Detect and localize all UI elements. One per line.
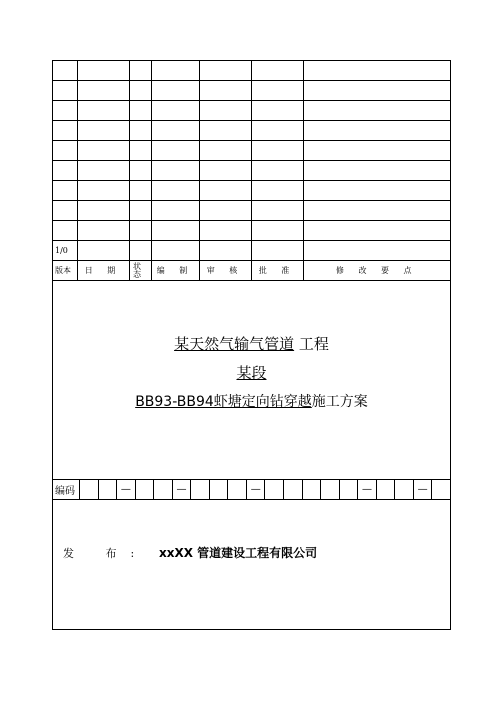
revision-cell xyxy=(199,201,251,221)
revision-cell xyxy=(77,221,129,241)
revision-cell xyxy=(53,61,77,81)
document-title xyxy=(53,333,450,411)
revision-cell xyxy=(151,221,199,241)
revision-row xyxy=(53,181,450,201)
revision-cell xyxy=(53,101,77,121)
revision-header-cell: 版本 xyxy=(53,261,77,281)
title-line-2: 某段 xyxy=(236,364,267,382)
code-cell xyxy=(339,480,358,499)
revision-row xyxy=(53,81,450,101)
revision-cell xyxy=(53,121,77,141)
revision-cell xyxy=(251,161,303,181)
revision-cell xyxy=(151,181,199,201)
code-cell xyxy=(209,480,228,499)
revision-cell xyxy=(199,181,251,201)
revision-cell xyxy=(77,101,129,121)
revision-row xyxy=(53,121,450,141)
revision-cell xyxy=(199,221,251,241)
revision-cell xyxy=(77,181,129,201)
code-cell xyxy=(98,480,117,499)
publish-label xyxy=(63,545,148,561)
plan-name: 施工方案 xyxy=(311,394,368,410)
revision-cell xyxy=(151,61,199,81)
revision-cell xyxy=(303,221,450,241)
code-cell: — xyxy=(357,480,376,499)
revision-cell xyxy=(151,241,199,261)
revision-cell xyxy=(199,121,251,141)
revision-cell xyxy=(251,121,303,141)
revision-cell xyxy=(151,201,199,221)
publish-label-text: 发 布: xyxy=(63,547,149,560)
revision-cell xyxy=(77,81,129,101)
document-frame xyxy=(52,60,451,630)
revision-row xyxy=(53,201,450,221)
revision-cell xyxy=(251,101,303,121)
revision-cell xyxy=(53,141,77,161)
revision-cell xyxy=(151,141,199,161)
code-cell xyxy=(227,480,246,499)
revision-cell xyxy=(129,221,151,241)
revision-cell xyxy=(251,241,303,261)
code-row xyxy=(53,479,450,500)
revision-cell xyxy=(129,161,151,181)
code-cell xyxy=(283,480,302,499)
revision-cell xyxy=(53,201,77,221)
code-cell xyxy=(153,480,172,499)
revision-cell xyxy=(303,81,450,101)
revision-cell xyxy=(151,81,199,101)
revision-cell: 1/0 xyxy=(53,241,77,261)
revision-cell xyxy=(251,201,303,221)
revision-header-cell: 修 改 要 点 xyxy=(303,261,450,281)
revision-cell xyxy=(199,81,251,101)
revision-cell xyxy=(77,201,129,221)
revision-row xyxy=(53,221,450,241)
revision-header-cell: 状态 xyxy=(129,261,151,281)
code-cell: — xyxy=(246,480,265,499)
revision-cell xyxy=(129,81,151,101)
revision-row xyxy=(53,161,450,181)
revision-cell xyxy=(129,101,151,121)
code-cell xyxy=(302,480,321,499)
revision-row xyxy=(53,61,450,81)
code-cell xyxy=(376,480,395,499)
code-cell xyxy=(264,480,283,499)
revision-cell xyxy=(77,61,129,81)
revision-header-cell: 审 核 xyxy=(199,261,251,281)
project-name: 某天然气输气管道 xyxy=(174,335,295,353)
code-cell xyxy=(320,480,339,499)
code-label: 编码 xyxy=(55,486,75,497)
crossing-name: BB93-BB94虾塘定向钻穿越 xyxy=(135,394,312,410)
revision-cell xyxy=(129,141,151,161)
revision-header-cell: 日 期 xyxy=(77,261,129,281)
code-cell: — xyxy=(413,480,432,499)
company-name: xxXX 管道建设工程有限公司 xyxy=(159,546,318,560)
revision-cell xyxy=(53,221,77,241)
revision-cell xyxy=(151,101,199,121)
project-suffix: 工程 xyxy=(294,335,329,353)
revision-cell xyxy=(129,121,151,141)
revision-cell xyxy=(151,121,199,141)
revision-cell xyxy=(199,61,251,81)
revision-row xyxy=(53,241,450,261)
revision-cell xyxy=(251,141,303,161)
revision-cell xyxy=(77,121,129,141)
revision-cell xyxy=(53,181,77,201)
revision-header-cell: 编 制 xyxy=(151,261,199,281)
code-cell xyxy=(79,480,98,499)
revision-cell xyxy=(199,161,251,181)
code-cell xyxy=(190,480,209,499)
revision-row xyxy=(53,141,450,161)
revision-cell xyxy=(199,241,251,261)
revision-cell xyxy=(199,141,251,161)
revision-cell xyxy=(303,101,450,121)
code-cell xyxy=(431,480,450,499)
revision-row xyxy=(53,101,450,121)
revision-cell xyxy=(303,61,450,81)
revision-cell xyxy=(251,221,303,241)
revision-cell xyxy=(251,81,303,101)
revision-cell xyxy=(303,121,450,141)
code-cell xyxy=(394,480,413,499)
revision-cell xyxy=(303,161,450,181)
revision-cell xyxy=(129,241,151,261)
revision-cell xyxy=(199,101,251,121)
revision-header-row xyxy=(53,261,450,281)
revision-cell xyxy=(77,141,129,161)
revision-cell xyxy=(303,181,450,201)
revision-cell xyxy=(53,161,77,181)
revision-cell xyxy=(129,181,151,201)
revision-cell xyxy=(129,61,151,81)
revision-cell xyxy=(251,181,303,201)
code-cell: — xyxy=(172,480,191,499)
revision-cell xyxy=(53,81,77,101)
revision-table xyxy=(53,61,450,281)
revision-cell xyxy=(303,241,450,261)
revision-cell xyxy=(77,241,129,261)
revision-cell xyxy=(151,161,199,181)
revision-cell xyxy=(77,161,129,181)
revision-header-cell: 批 准 xyxy=(251,261,303,281)
revision-cell xyxy=(303,141,450,161)
code-cell xyxy=(135,480,154,499)
revision-cell xyxy=(129,201,151,221)
title-line-1 xyxy=(53,333,450,354)
revision-cell xyxy=(251,61,303,81)
title-line-3 xyxy=(53,391,450,411)
code-cell: — xyxy=(116,480,135,499)
revision-cell xyxy=(303,201,450,221)
